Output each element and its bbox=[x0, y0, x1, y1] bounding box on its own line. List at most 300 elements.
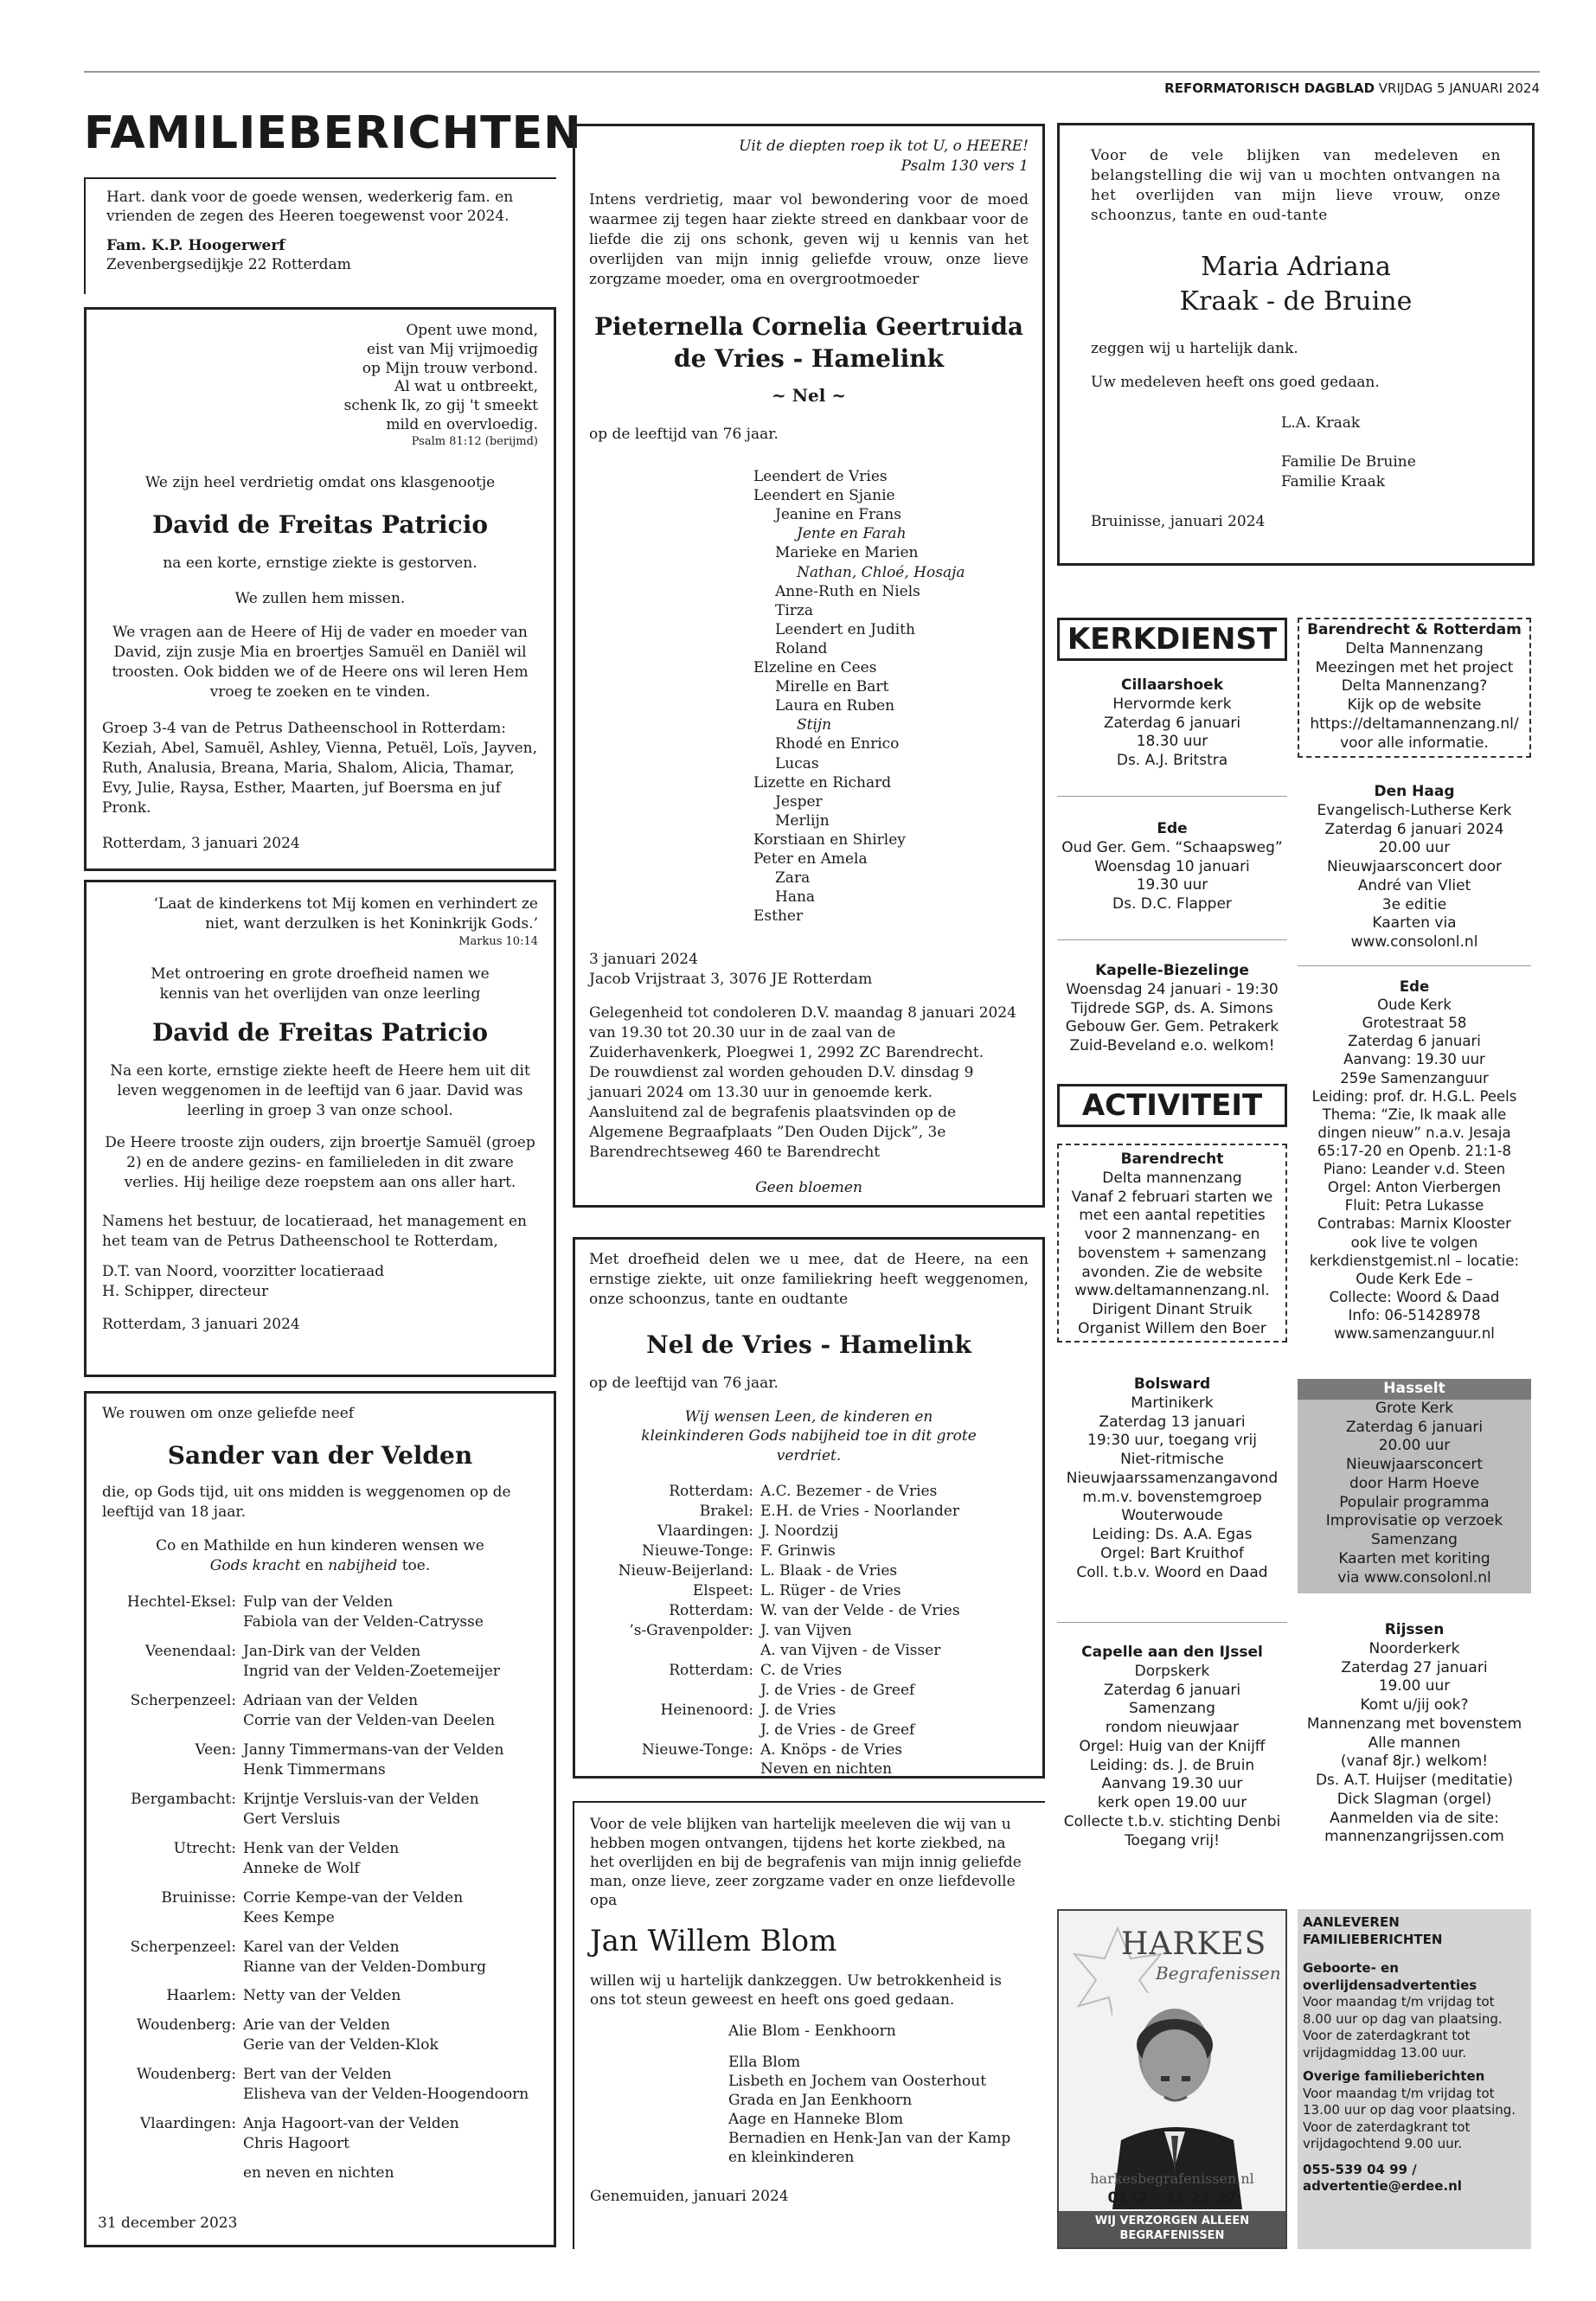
nel-intro: Met droefheid delen we u mee, dat de Heere, na een ernstige ziekte, uit onze familiekring heeft weggenomen, onze schoonzus, tante en oudtante bbox=[589, 1251, 1029, 1308]
event-line: Tijdrede SGP, ds. A. Simons bbox=[1071, 999, 1273, 1017]
family-member: Jesper bbox=[775, 792, 823, 811]
event-line: Noorderkerk bbox=[1368, 1639, 1460, 1657]
family-place: Bruinisse: bbox=[161, 1888, 236, 1907]
event-line: Dirigent Dinant Struik bbox=[1092, 1301, 1253, 1318]
event-barendrecht-rotterdam bbox=[1298, 618, 1531, 758]
family-member: Peter en Amela bbox=[753, 849, 868, 868]
blom-place-date: Genemuiden, januari 2024 bbox=[590, 2187, 789, 2205]
family-member: Korstiaan en Shirley bbox=[753, 830, 906, 849]
aanleveren-contact-2: advertentie@erdee.nl bbox=[1303, 2178, 1462, 2194]
event-cillaarshoek bbox=[1057, 676, 1287, 771]
event-line: Thema: “Zie, Ik maak alle bbox=[1322, 1106, 1507, 1123]
family-row bbox=[102, 1790, 538, 1830]
family-place: Vlaardingen: bbox=[657, 1522, 753, 1541]
family-member: Anne-Ruth en Niels bbox=[775, 582, 920, 600]
pieternella-verse-ref: Psalm 130 vers 1 bbox=[901, 157, 1029, 175]
verse-line: Opent uwe mond, bbox=[406, 322, 538, 339]
family-names: Corrie Kempe-van der Velden Kees Kempe bbox=[243, 1888, 464, 1926]
harkes-phone: 0172 - 21 21 22 bbox=[1107, 2189, 1237, 2207]
event-line: Delta mannenzang bbox=[1102, 1169, 1242, 1187]
verse-line: schenk Ik, zo gij 't smeekt bbox=[343, 397, 538, 414]
blom-name: Jan Willem Blom bbox=[590, 1924, 837, 1959]
event-line: (vanaf 8jr.) welkom! bbox=[1340, 1753, 1489, 1771]
divider bbox=[1057, 1622, 1287, 1623]
family-row bbox=[589, 1561, 1029, 1581]
pieternella-family-list bbox=[589, 467, 1029, 926]
family-row bbox=[589, 1482, 1029, 1502]
event-line: Komt u/jij ook? bbox=[1360, 1696, 1469, 1714]
event-den-haag bbox=[1298, 783, 1531, 952]
event-line: Zuid-Beveland e.o. welkom! bbox=[1069, 1037, 1275, 1054]
event-line: Martinikerk bbox=[1131, 1394, 1214, 1412]
family-member: Rhodé en Enrico bbox=[775, 735, 900, 753]
harkes-url: harkesbegrafenissen.nl bbox=[1090, 2170, 1254, 2187]
family-member: Marieke en Marien bbox=[775, 544, 919, 562]
family-member: Merlijn bbox=[775, 811, 830, 830]
nel-family-list bbox=[589, 1482, 1029, 1779]
freitas1-verse bbox=[102, 322, 538, 449]
kraak-sig1: L.A. Kraak bbox=[1281, 413, 1361, 432]
family-member: Lizette en Richard bbox=[753, 773, 892, 792]
pieternella-p2: De rouwdienst zal worden gehouden D.V. dinsdag 9 januari 2024 om 13.30 uur in genoemde kerk. bbox=[589, 1064, 974, 1101]
family-names: L. Rüger - de Vries bbox=[760, 1582, 901, 1600]
sander-date: 31 december 2023 bbox=[98, 2214, 238, 2232]
family-member: Jente en Farah bbox=[797, 525, 907, 543]
event-line: Meezingen met het project bbox=[1315, 658, 1514, 676]
event-line: Grote Kerk bbox=[1375, 1399, 1454, 1417]
divider bbox=[1057, 939, 1287, 940]
family-place: Vlaardingen: bbox=[140, 2115, 236, 2133]
pieternella-p1: Gelegenheid tot condoleren D.V. maandag 8 januari 2024 van 19.30 tot 20.30 uur in de zaal van de Zuiderhavenkerk, Ploegwei 1, 2992 ZC Barendrecht. bbox=[589, 1004, 1016, 1062]
event-title: Hasselt bbox=[1298, 1379, 1531, 1400]
event-line: Organist Willem den Boer bbox=[1078, 1319, 1266, 1337]
event-line: Delta Mannenzang bbox=[1345, 639, 1484, 657]
nel-wish: Wij wensen Leen, de kinderen en kleinkinderen Gods nabijheid toe in dit grote verdriet. bbox=[641, 1407, 977, 1465]
family-names: Henk van der Velden Anneke de Wolf bbox=[243, 1839, 400, 1877]
family-member: Stijn bbox=[797, 716, 832, 734]
family-line: Lisbeth en Jochem van Oosterhout bbox=[728, 2073, 987, 2091]
masthead bbox=[1038, 80, 1540, 96]
family-line: Bernadien en Henk-Jan van der Kamp bbox=[728, 2130, 1011, 2148]
pieternella-nick: ~ Nel ~ bbox=[771, 385, 847, 407]
family-place: Nieuwe-Tonge: bbox=[642, 1542, 753, 1561]
event-line: Leiding: prof. dr. H.G.L. Peels bbox=[1311, 1087, 1517, 1105]
event-line: kerk open 19.00 uur bbox=[1097, 1794, 1247, 1811]
freitas2-p2: De Heere trooste zijn ouders, zijn broertje Samuël (groep 2) en de andere gezins- en familieleden in dit zware verlies. Hij heilige deze roepstem aan ons aller hart. bbox=[105, 1133, 535, 1191]
event-line: Improvisatie op verzoek bbox=[1325, 1512, 1503, 1530]
family-place: Hechtel-Eksel: bbox=[126, 1593, 236, 1612]
kraak-name-2: Kraak - de Bruine bbox=[1179, 286, 1413, 317]
harkes-tag1: WIJ VERZORGEN ALLEEN bbox=[1094, 2214, 1250, 2227]
family-row bbox=[589, 1581, 1029, 1601]
sander-wish-b bbox=[102, 1556, 538, 1576]
aanleveren-t1: Voor maandag t/m vrijdag tot 8.00 uur op dag van plaatsing. Voor de zaterdagkrant tot vrijdagmiddag 13.00 uur. bbox=[1303, 1994, 1503, 2061]
event-ede-oud-ger bbox=[1057, 820, 1287, 914]
family-place: Heinenoord: bbox=[660, 1701, 753, 1719]
event-line: Kaarten via bbox=[1372, 914, 1457, 933]
family-names: C. de Vries J. de Vries - de Greef bbox=[760, 1661, 915, 1699]
event-line: www.deltamannenzang.nl. bbox=[1074, 1282, 1270, 1300]
event-line: Leiding: Ds. A.A. Egas bbox=[1092, 1526, 1253, 1543]
event-line: Kaarten met koriting bbox=[1338, 1549, 1490, 1567]
freitas1-line2: We zullen hem missen. bbox=[234, 589, 406, 607]
family-place: Haarlem: bbox=[166, 1987, 236, 2005]
kraak-line2: Uw medeleven heeft ons goed gedaan. bbox=[1091, 373, 1380, 391]
event-line: Oude Kerk bbox=[1377, 997, 1452, 1014]
freitas2-sig1: D.T. van Noord, voorzitter locatieraad bbox=[102, 1262, 385, 1280]
event-line: Orgel: Bart Kruithof bbox=[1100, 1544, 1244, 1562]
ad-nel bbox=[573, 1237, 1045, 1779]
aanleveren-h1: Geboorte- en overlijdensadvertenties bbox=[1303, 1960, 1477, 1993]
nel-age: op de leeftijd van 76 jaar. bbox=[589, 1374, 779, 1392]
sander-intro: We rouwen om onze geliefde neef bbox=[102, 1405, 355, 1422]
family-place: Scherpenzeel: bbox=[130, 1692, 236, 1710]
family-row bbox=[102, 1888, 538, 1928]
event-line: 19.00 uur bbox=[1378, 1677, 1451, 1695]
family-names: J. Noordzij bbox=[760, 1522, 839, 1541]
event-line: met een aantal repetities bbox=[1079, 1207, 1266, 1225]
event-line: Dick Slagman (orgel) bbox=[1336, 1790, 1492, 1808]
blom-thanks: willen wij u hartelijk dankzeggen. Uw betrokkenheid is ons tot steun geweest en heeft ons goed gedaan. bbox=[590, 1971, 1003, 2009]
event-line: 18.30 uur bbox=[1136, 733, 1208, 751]
family-names: Jan-Dirk van der Velden Ingrid van der Velden-Zoetemeijer bbox=[243, 1643, 500, 1681]
family-names: A.C. Bezemer - de Vries bbox=[760, 1483, 938, 1501]
family-place: Bergambacht: bbox=[131, 1790, 236, 1808]
event-line: Samenzang bbox=[1371, 1531, 1458, 1548]
event-line: Delta Mannenzang? bbox=[1341, 677, 1488, 695]
family-row bbox=[102, 1642, 538, 1682]
family-row bbox=[102, 1986, 538, 2006]
event-line: Nieuwjaarsconcert bbox=[1346, 1456, 1483, 1473]
event-line: Samenzang bbox=[1129, 1700, 1215, 1718]
event-line: Zaterdag 6 januari bbox=[1345, 1418, 1484, 1436]
family-place: Nieuw-Beijerland: bbox=[618, 1562, 753, 1580]
freitas2-sig2: H. Schipper, directeur bbox=[102, 1282, 269, 1300]
pieternella-age: op de leeftijd van 76 jaar. bbox=[589, 426, 779, 444]
aanleveren-title-2: FAMILIEBERICHTEN bbox=[1303, 1931, 1443, 1947]
event-line: Orgel: Anton Vierbergen bbox=[1327, 1179, 1502, 1196]
event-title: Rijssen bbox=[1384, 1621, 1445, 1638]
pieternella-p3: Aansluitend zal de begrafenis plaatsvinden op de Algemene Begraafplaats ”Den Ouden Dijck”, 3e Barendrechtseweg 460 te Barendrecht bbox=[589, 1103, 957, 1161]
family-names: J. van Vijven A. van Vijven - de Visser bbox=[760, 1621, 941, 1659]
event-lines bbox=[1059, 1170, 1285, 1339]
freitas2-verse: ‘Laat de kinderkens tot Mij komen en verhindert ze niet, want derzulken is het Koninkrijk Gods.’ bbox=[153, 895, 538, 933]
family-row bbox=[102, 1740, 538, 1780]
event-lines bbox=[1299, 640, 1529, 753]
pieternella-address: Jacob Vrijstraat 3, 3076 JE Rotterdam bbox=[589, 971, 873, 989]
hoogerwerf-address: Zevenbergsedijkje 22 Rotterdam bbox=[106, 256, 351, 274]
divider bbox=[1057, 796, 1287, 797]
event-line: Ds. A.T. Huijser (meditatie) bbox=[1315, 1772, 1514, 1789]
family-place: Rotterdam: bbox=[669, 1661, 753, 1679]
family-place: Scherpenzeel: bbox=[130, 1938, 236, 1956]
freitas2-p3: Namens het bestuur, de locatieraad, het management en het team van de Petrus Datheenschool te Rotterdam, bbox=[102, 1212, 527, 1250]
event-line: Ds. A.J. Britstra bbox=[1116, 752, 1228, 769]
family-row bbox=[102, 1593, 538, 1632]
event-line: Zaterdag 6 januari bbox=[1348, 1033, 1481, 1050]
ad-freitas-1 bbox=[84, 307, 556, 871]
freitas1-line1: na een korte, ernstige ziekte is gestorven. bbox=[163, 554, 478, 572]
event-line: Ds. D.C. Flapper bbox=[1112, 895, 1232, 913]
event-line: Collecte: Woord & Daad bbox=[1329, 1288, 1500, 1305]
family-row bbox=[589, 1601, 1029, 1621]
event-line: Collecte t.b.v. stichting Denbi bbox=[1063, 1812, 1281, 1830]
event-line: 19.30 uur bbox=[1136, 876, 1208, 894]
event-line: 3e editie bbox=[1381, 895, 1447, 913]
freitas1-name: David de Freitas Patricio bbox=[151, 510, 489, 540]
family-row bbox=[589, 1502, 1029, 1522]
event-line: rondom nieuwjaar bbox=[1105, 1719, 1240, 1736]
freitas1-intro: We zijn heel verdrietig omdat ons klasgenootje bbox=[144, 474, 496, 492]
event-ede-oude-kerk bbox=[1298, 977, 1531, 1343]
family-place: Veen: bbox=[195, 1741, 236, 1759]
verse-line: eist van Mij vrijmoedig bbox=[366, 340, 538, 358]
family-member: Mirelle en Bart bbox=[775, 678, 889, 696]
event-line: www.samenzanguur.nl bbox=[1334, 1325, 1495, 1343]
masthead-date: VRIJDAG 5 JANUARI 2024 bbox=[1378, 80, 1540, 96]
event-line: Wouterwoude bbox=[1121, 1507, 1223, 1525]
event-title: Ede bbox=[1157, 820, 1188, 837]
event-line: Hervormde kerk bbox=[1112, 695, 1232, 713]
event-line: Toegang vrij! bbox=[1125, 1831, 1220, 1849]
ad-pieternella bbox=[573, 124, 1045, 1208]
event-hasselt bbox=[1298, 1379, 1531, 1593]
divider bbox=[1298, 965, 1531, 966]
event-line: 19:30 uur, toegang vrij bbox=[1087, 1432, 1257, 1450]
family-row bbox=[589, 1661, 1029, 1701]
event-line: Zaterdag 13 januari bbox=[1099, 1413, 1246, 1431]
family-place: Nieuwe-Tonge: bbox=[642, 1740, 753, 1759]
family-line: Ella Blom bbox=[728, 2053, 801, 2071]
event-line: via www.consolonl.nl bbox=[1337, 1568, 1491, 1586]
nel-name: Nel de Vries - Hamelink bbox=[646, 1330, 971, 1359]
event-line: Info: 06-51428978 bbox=[1348, 1306, 1481, 1324]
event-line: voor 2 mannenzang- en bbox=[1084, 1226, 1260, 1243]
family-member: Zara bbox=[775, 869, 811, 888]
family-names: Adriaan van der Velden Corrie van der Velden-van Deelen bbox=[243, 1692, 496, 1730]
event-line: Zaterdag 27 januari bbox=[1341, 1658, 1488, 1676]
pieternella-verse: Uit de diepten roep ik tot U, o HEERE! bbox=[739, 138, 1029, 155]
event-line: Orgel: Huig van der Knijff bbox=[1079, 1737, 1266, 1755]
event-line: Mannenzang met bovenstem bbox=[1306, 1715, 1522, 1733]
family-place: Veenendaal: bbox=[144, 1643, 236, 1661]
family-names: Fulp van der Velden Fabiola van der Velden-Catrysse bbox=[243, 1593, 484, 1631]
family-place bbox=[102, 2163, 236, 2183]
hoogerwerf-text: Hart. dank voor de goede wensen, wederkerig fam. en vrienden de zegen des Heeren toegewenst voor 2024. bbox=[106, 189, 514, 226]
freitas2-place-date: Rotterdam, 3 januari 2024 bbox=[102, 1316, 300, 1334]
event-line: Alle mannen bbox=[1368, 1734, 1461, 1752]
family-names: A. Knöps - de Vries Neven en nichten bbox=[760, 1740, 903, 1779]
family-line: en kleinkinderen bbox=[728, 2149, 855, 2167]
family-member: Nathan, Chloé, Hosaja bbox=[797, 563, 965, 581]
event-line: kerkdienstgemist.nl – locatie: bbox=[1309, 1252, 1520, 1269]
top-rule bbox=[84, 71, 1540, 73]
family-names: J. de Vries J. de Vries - de Greef bbox=[760, 1701, 915, 1739]
family-names: Bert van der Velden Elisheva van der Velden-Hoogendoorn bbox=[243, 2066, 529, 2104]
event-line: dingen nieuw” n.a.v. Jesaja bbox=[1317, 1124, 1511, 1141]
event-line: www.consolonl.nl bbox=[1350, 933, 1478, 951]
harkes-tagline bbox=[1059, 2211, 1285, 2249]
ad-kraak bbox=[1057, 123, 1535, 566]
family-row bbox=[102, 2016, 538, 2055]
family-row bbox=[589, 1701, 1029, 1740]
event-lines bbox=[1298, 1640, 1531, 1847]
family-row bbox=[102, 2065, 538, 2105]
event-kapelle bbox=[1057, 962, 1287, 1056]
aanleveren-t2: Voor maandag t/m vrijdag tot 13.00 uur op dag voor plaatsing. Voor de zaterdagkrant tot vrijdagochtend 9.00 uur. bbox=[1303, 2085, 1516, 2151]
family-member: Hana bbox=[775, 888, 816, 907]
event-title: Ede bbox=[1399, 978, 1430, 995]
kraak-sig3: Familie Kraak bbox=[1281, 472, 1386, 490]
freitas2-verse-ref: Markus 10:14 bbox=[458, 934, 538, 948]
sander-family-list bbox=[102, 1593, 538, 2183]
ad-freitas-2 bbox=[84, 880, 556, 1377]
event-line: Woensdag 24 januari - 19:30 bbox=[1066, 980, 1279, 998]
family-names: E.H. de Vries - Noorlander bbox=[760, 1503, 960, 1521]
event-line: 20.00 uur bbox=[1378, 839, 1451, 857]
pieternella-date: 3 januari 2024 bbox=[589, 951, 698, 969]
event-rijssen bbox=[1298, 1621, 1531, 1847]
family-names: L. Blaak - de Vries bbox=[760, 1562, 898, 1580]
event-line: Nieuwjaarsconcert door bbox=[1327, 858, 1502, 875]
family-place: Woudenberg: bbox=[136, 2016, 236, 2035]
pieternella-name-1: Pieternella Cornelia Geertruida bbox=[593, 311, 1024, 341]
event-barendrecht bbox=[1057, 1144, 1287, 1343]
event-line: Aanvang: 19.30 uur bbox=[1343, 1051, 1485, 1068]
event-title: Barendrecht bbox=[1120, 1150, 1224, 1168]
event-line: Populair programma bbox=[1339, 1493, 1490, 1511]
blom-intro: Voor de vele blijken van hartelijk meeleven die wij van u hebben mogen ontvangen, tijdens het korte ziekbed, na het overlijden en bij de begrafenis van mijn innig geliefde man, onze lieve, zeer zorgzame vader en onze liefdevolle opa bbox=[590, 1816, 1022, 1910]
harkes-brand: HARKES bbox=[1121, 1926, 1267, 1962]
family-names: F. Grinwis bbox=[760, 1542, 836, 1561]
family-place: Brakel: bbox=[699, 1503, 753, 1521]
freitas1-group: Groep 3-4 van de Petrus Datheenschool in Rotterdam: Keziah, Abel, Samuël, Ashley, Vienna, Petuël, Loïs, Jayven, Ruth, Analusia, Breana, Maria, Shalom, Alicia, Thamar, Evy, Julie, Raysa, Esther, Maarten, juf Boersma en juf Pronk. bbox=[102, 720, 538, 817]
aanleveren-h2: Overige familieberichten bbox=[1303, 2068, 1485, 2084]
kraak-name-1: Maria Adriana bbox=[1201, 251, 1391, 282]
event-line: Niet-ritmische bbox=[1120, 1451, 1224, 1468]
harkes-tag2: BEGRAFENISSEN bbox=[1119, 2228, 1225, 2242]
family-row bbox=[589, 1621, 1029, 1661]
event-capelle bbox=[1057, 1644, 1287, 1850]
event-line: bovenstem + samenzang bbox=[1077, 1244, 1267, 1262]
event-line: 65:17-20 en Openb. 21:1-8 bbox=[1317, 1142, 1512, 1159]
family-names: Karel van der Velden Rianne van der Velden-Domburg bbox=[243, 1938, 486, 1976]
event-title: Den Haag bbox=[1374, 783, 1455, 800]
event-line: Contrabas: Marnix Klooster bbox=[1317, 1215, 1511, 1233]
wish-word: toe. bbox=[397, 1556, 431, 1574]
verse-line: op Mijn trouw verbond. bbox=[362, 359, 538, 377]
family-member: Elzeline en Cees bbox=[753, 659, 877, 677]
event-line: Evangelisch-Lutherse Kerk bbox=[1317, 801, 1512, 819]
freitas1-line3: We vragen aan de Heere of Hij de vader en moeder van David, zijn zusje Mia en broertjes Samuël en Daniël wil troosten. Ook bidden we of de Heere ons wil leren Hem vroeg te zoeken en te vinden. bbox=[112, 623, 529, 701]
event-lines bbox=[1057, 1394, 1287, 1583]
family-row bbox=[102, 2163, 538, 2183]
kraak-thanks: zeggen wij u hartelijk dank. bbox=[1091, 339, 1298, 357]
family-place: Utrecht: bbox=[173, 1839, 236, 1857]
event-line: https://deltamannenzang.nl/ bbox=[1310, 715, 1519, 733]
event-line: 20.00 uur bbox=[1378, 1437, 1451, 1455]
family-line: Grada en Jan Eenkhoorn bbox=[728, 2092, 913, 2110]
event-line: Piano: Leander v.d. Steen bbox=[1323, 1161, 1506, 1178]
event-title: Cillaarshoek bbox=[1120, 676, 1224, 694]
ad-hoogerwerf bbox=[84, 177, 556, 294]
family-place: Rotterdam: bbox=[669, 1601, 753, 1619]
family-names: Janny Timmermans-van der Velden Henk Timmermans bbox=[243, 1741, 504, 1779]
kraak-intro: Voor de vele blijken van medeleven en belangstelling die wij van u mochten ontvangen na het overlijden van mijn lieve vrouw, onze schoonzus, tante en oud-tante bbox=[1091, 147, 1501, 224]
event-line: Coll. t.b.v. Woord en Daad bbox=[1076, 1563, 1268, 1581]
family-names: W. van der Velde - de Vries bbox=[760, 1601, 960, 1619]
family-member: Lucas bbox=[775, 754, 819, 772]
event-line: mannenzangrijssen.com bbox=[1324, 1828, 1504, 1846]
event-line: door Harm Hoeve bbox=[1349, 1474, 1479, 1492]
family-member: Tirza bbox=[775, 601, 813, 619]
event-line: Leiding: ds. J. de Bruin bbox=[1089, 1756, 1255, 1774]
verse-line: Al wat u ontbreekt, bbox=[394, 378, 538, 396]
event-line: Kijk op de website bbox=[1347, 696, 1482, 714]
event-lines bbox=[1298, 1400, 1531, 1588]
hoogerwerf-sender: Fam. K.P. Hoogerwerf bbox=[106, 237, 285, 255]
family-member: Esther bbox=[753, 907, 804, 926]
sander-name: Sander van der Velden bbox=[167, 1440, 473, 1470]
blom-s1: Alie Blom - Eenkhoorn bbox=[728, 2022, 896, 2040]
ad-blom bbox=[573, 1801, 1045, 2249]
pieternella-name-2: de Vries - Hamelink bbox=[673, 344, 945, 374]
event-line: 259e Samenzanguur bbox=[1340, 1069, 1489, 1086]
event-line: ook live te volgen bbox=[1350, 1234, 1478, 1251]
freitas2-intro: Met ontroering en grote droefheid namen we kennis van het overlijden van onze leerling bbox=[151, 965, 490, 1003]
section-title: FAMILIEBERICHTEN bbox=[84, 107, 582, 159]
family-member: Leendert de Vries bbox=[753, 468, 888, 486]
family-member: Leendert en Sjanie bbox=[753, 487, 895, 505]
masthead-paper: REFORMATORISCH DAGBLAD bbox=[1164, 80, 1375, 96]
harkes-sub: Begrafenissen bbox=[1156, 1963, 1281, 1984]
event-line: Dorpskerk bbox=[1134, 1662, 1210, 1680]
freitas2-p1: Na een korte, ernstige ziekte heeft de Heere hem uit dit leven weggenomen in de leeftijd van 6 jaar. David was leerling in groep 3 van onze school. bbox=[110, 1062, 530, 1119]
event-line: Zaterdag 6 januari bbox=[1103, 714, 1241, 732]
wish-word: Gods kracht bbox=[209, 1556, 301, 1574]
pieternella-closing: Geen bloemen bbox=[755, 1178, 862, 1196]
harkes-ad bbox=[1057, 1909, 1287, 2249]
pieternella-intro: Intens verdrietig, maar vol bewondering voor de moed waarmee zij tegen haar ziekte streed en dankbaar voor de liefde die zij ons schonk, geven wij u kennis van het overlijden van mijn innig geliefde vrouw, onze lieve zorgzame moeder, oma en overgrootmoeder bbox=[589, 190, 1029, 288]
family-names: Netty van der Velden bbox=[243, 1987, 401, 2005]
kerkdienst-title: KERKDIENST bbox=[1057, 618, 1287, 661]
event-line: Zaterdag 6 januari bbox=[1103, 1681, 1241, 1699]
family-row bbox=[102, 1839, 538, 1879]
family-place: ’s-Gravenpolder: bbox=[629, 1621, 753, 1639]
event-line: Aanmelden via de site: bbox=[1330, 1809, 1499, 1827]
sander-line1: die, op Gods tijd, uit ons midden is weggenomen op de leeftijd van 18 jaar. bbox=[102, 1483, 511, 1521]
family-line: Aage en Hanneke Blom bbox=[728, 2111, 904, 2129]
freitas1-place-date: Rotterdam, 3 januari 2024 bbox=[102, 835, 300, 853]
family-names: en neven en nichten bbox=[243, 2164, 394, 2182]
family-row bbox=[102, 1938, 538, 1977]
activiteit-title: ACTIVITEIT bbox=[1057, 1084, 1287, 1127]
event-line: Grotestraat 58 bbox=[1362, 1015, 1467, 1032]
family-place: Woudenberg: bbox=[136, 2066, 236, 2084]
event-title: Bolsward bbox=[1133, 1375, 1211, 1393]
family-names: Arie van der Velden Gerie van der Velden-Klok bbox=[243, 2016, 439, 2054]
family-member: Roland bbox=[775, 639, 828, 657]
family-member: Leendert en Judith bbox=[775, 620, 915, 638]
event-line: m.m.v. bovenstemgroep bbox=[1082, 1488, 1262, 1506]
family-place: Elspeet: bbox=[692, 1582, 753, 1600]
event-line: Fluit: Petra Lukasse bbox=[1344, 1197, 1484, 1215]
event-line: Gebouw Ger. Gem. Petrakerk bbox=[1065, 1018, 1279, 1036]
verse-ref: Psalm 81:12 (berijmd) bbox=[411, 434, 538, 448]
family-place: Rotterdam: bbox=[669, 1483, 753, 1501]
event-line: Vanaf 2 februari starten we bbox=[1071, 1188, 1273, 1206]
event-title: Capelle aan den IJssel bbox=[1081, 1644, 1263, 1661]
